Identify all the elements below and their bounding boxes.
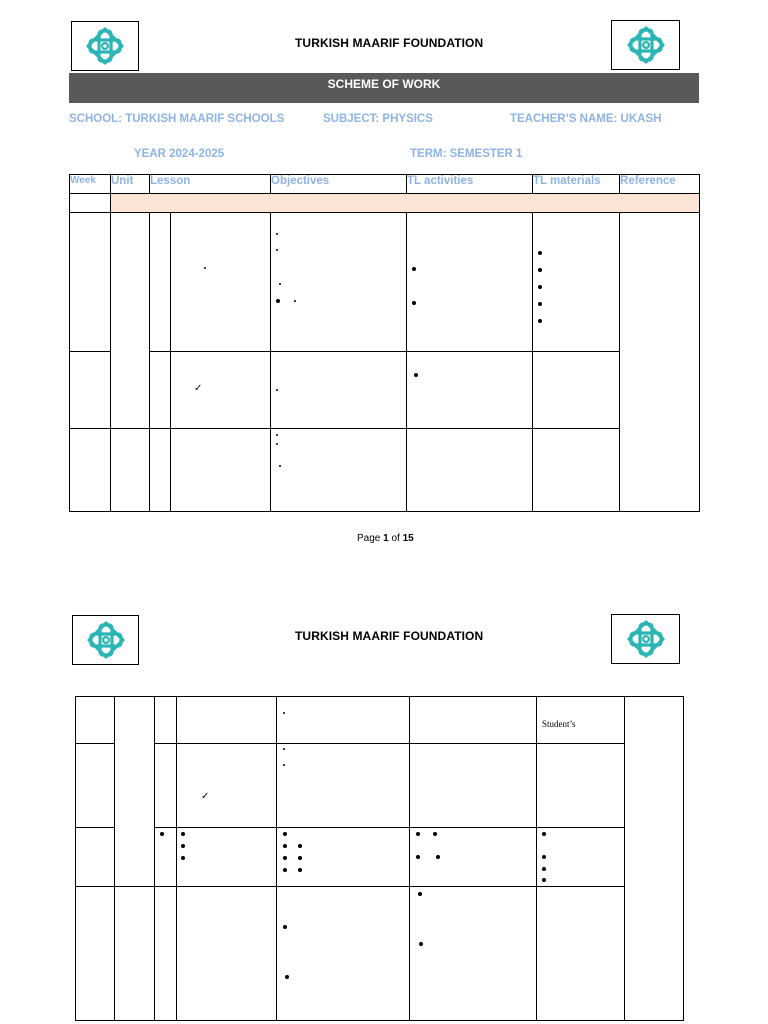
- foundation-title: TURKISH MAARIF FOUNDATION: [295, 36, 484, 50]
- week-cell: [70, 194, 111, 213]
- header-objectives: Objectives: [271, 175, 407, 194]
- table-header-row: [70, 175, 700, 194]
- maarif-logo-icon: [84, 618, 128, 662]
- header-tl-materials: TL materials: [533, 175, 620, 194]
- unit-title-cell: [111, 194, 700, 213]
- header-reference: Reference: [620, 175, 700, 194]
- maarif-logo-icon: [83, 24, 127, 68]
- scheme-of-work-banner: SCHEME OF WORK: [69, 73, 699, 103]
- logo-left: [71, 21, 139, 71]
- table-row: [76, 828, 684, 887]
- page-number: Page 1 of 15: [357, 533, 414, 544]
- maarif-logo-icon: [624, 23, 668, 67]
- students-text: Student’s: [542, 719, 576, 729]
- check-icon: ✓: [201, 791, 210, 802]
- table-row: [76, 744, 684, 828]
- foundation-title-page2: TURKISH MAARIF FOUNDATION: [295, 629, 484, 643]
- header-lesson: Lesson: [150, 175, 271, 194]
- year-label: YEAR 2024-2025: [134, 148, 225, 160]
- table-row: [70, 213, 700, 352]
- header-tl-activities: TL activities: [407, 175, 533, 194]
- term-label: TERM: SEMESTER 1: [410, 148, 523, 160]
- teacher-label: TEACHER’S NAME: UKASH: [510, 113, 662, 125]
- scheme-table: [69, 174, 700, 512]
- logo-right: [611, 20, 680, 70]
- header-unit: Unit: [111, 175, 150, 194]
- logo-left-page2: [72, 615, 139, 665]
- check-icon: ✓: [194, 383, 203, 394]
- table-row: [76, 697, 684, 744]
- table-row: [70, 429, 700, 512]
- school-label: SCHOOL: TURKISH MAARIF SCHOOLS: [69, 113, 285, 125]
- scheme-table-page2: [75, 696, 684, 1021]
- table-row: [70, 194, 700, 213]
- subject-label: SUBJECT: PHYSICS: [323, 113, 433, 125]
- maarif-logo-icon: [624, 617, 668, 661]
- header-week: Week: [70, 175, 111, 194]
- logo-right-page2: [611, 614, 680, 664]
- table-row: [70, 352, 700, 429]
- table-row: [76, 887, 684, 1021]
